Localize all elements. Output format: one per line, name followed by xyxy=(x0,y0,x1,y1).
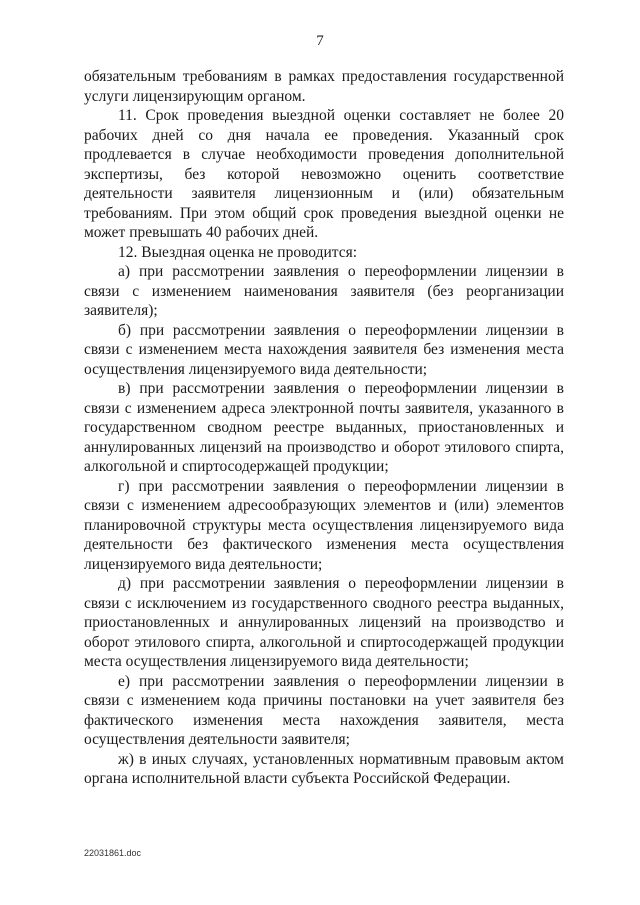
paragraph-12-a: а) при рассмотрении заявления о переоформлении лицензии в связи с изменением наименования заявителя (без реорганизации заявителя); xyxy=(84,263,564,319)
paragraph-12-v: в) при рассмотрении заявления о переоформлении лицензии в связи с изменением адреса электронной почты заявителя, указанного в государственном сводном реестре выданных, приостановленных и аннулированных лицензий на производство и оборот этилового спирта, алкогольной и спиртосодержащей продукции; xyxy=(84,380,564,475)
paragraph-continuation: обязательным требованиям в рамках предоставления государственной услуги лицензирующим органом. xyxy=(84,68,564,105)
document-body xyxy=(84,67,564,789)
paragraph-12: 12. Выездная оценка не проводится: xyxy=(118,243,358,261)
paragraph-12-zh: ж) в иных случаях, установленных нормативным правовым актом органа исполнительной власти субъекта Российской Федерации. xyxy=(84,750,564,787)
paragraph-11: 11. Срок проведения выездной оценки составляет не более 20 рабочих дней со дня начала ее проведения. Указанный срок продлевается в случае необходимости проведения дополнительной экспертизы, без которой невозможно оценить соответствие деятельности заявителя лицензионным и (или) обязательным требованиям. При этом общий срок проведения выездной оценки не может превышать 40 рабочих дней. xyxy=(84,107,564,241)
document-file-id: 22031861.doc xyxy=(84,848,142,858)
page-number: 7 xyxy=(316,33,324,49)
paragraph-12-g: г) при рассмотрении заявления о переоформлении лицензии в связи с изменением адресообразующих элементов и (или) элементов планировочной структуры места осуществления лицензируемого вида деятельности без фактического изменения места осуществления лицензируемого вида деятельности; xyxy=(84,477,564,573)
paragraph-12-e: е) при рассмотрении заявления о переоформлении лицензии в связи с изменением кода причины постановки на учет заявителя без фактического изменения места нахождения заявителя, места осуществления деятельности заявителя; xyxy=(84,672,564,748)
paragraph-12-b: б) при рассмотрении заявления о переоформлении лицензии в связи с изменением места нахождения заявителя без изменения места осуществления лицензируемого вида деятельности; xyxy=(84,321,564,378)
paragraph-12-d: д) при рассмотрении заявления о переоформлении лицензии в связи с исключением из государственного сводного реестра выданных, приостановленных и аннулированных лицензий на производство и оборот этилового спирта, алкогольной и спиртосодержащей продукции места осуществления лицензируемого вида деятельности; xyxy=(84,575,564,670)
